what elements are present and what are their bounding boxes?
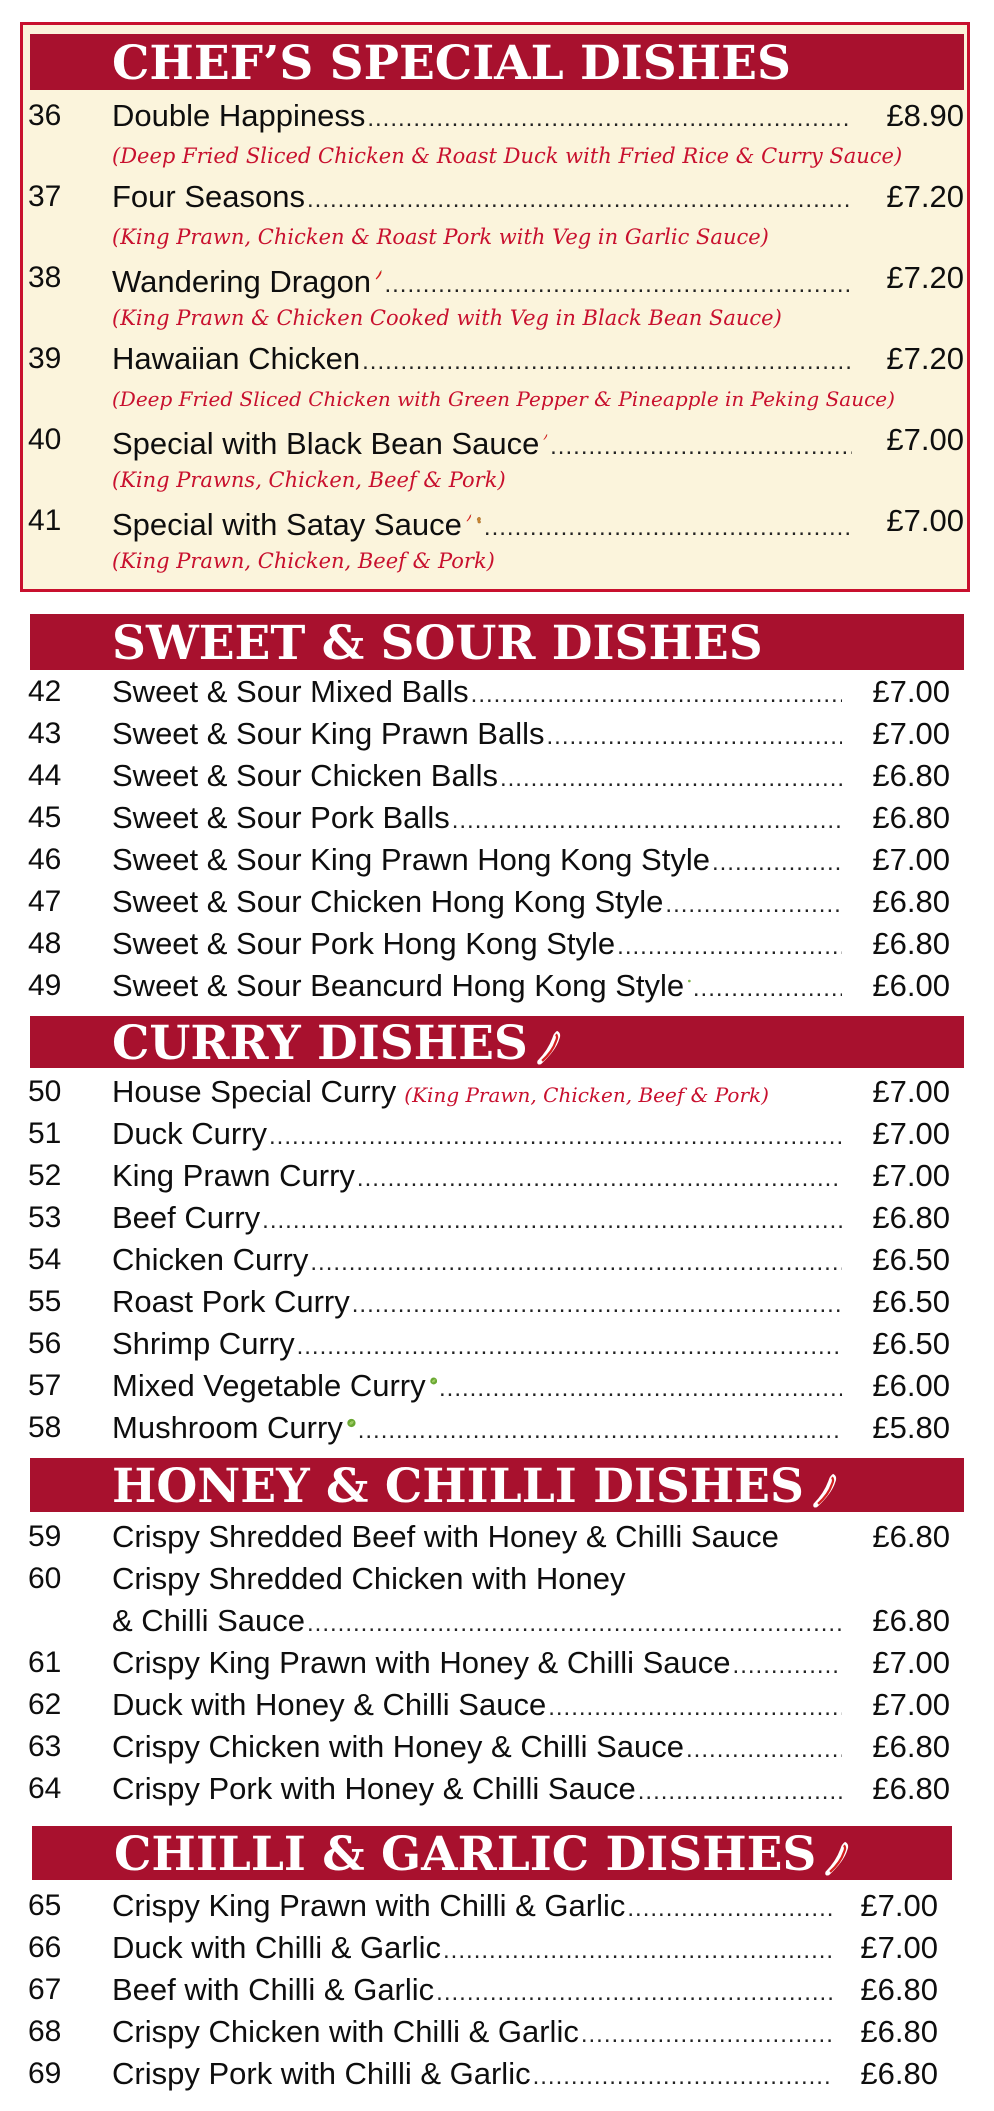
item-price: £6.80 <box>872 800 950 835</box>
menu-item <box>0 924 994 964</box>
item-number: 56 <box>28 1327 62 1360</box>
item-description: (Deep Fried Sliced Chicken with Green Pepper & Pineapple in Peking Sauce) <box>112 387 895 411</box>
leader-dots <box>367 99 852 139</box>
item-name: Sweet & Sour Beancurd Hong Kong Style <box>112 968 685 1003</box>
peanut-icon <box>476 505 482 535</box>
item-name: Crispy Shredded Chicken with Honey <box>112 1561 626 1596</box>
item-price: £6.80 <box>860 2056 938 2091</box>
menu-item <box>0 1685 994 1725</box>
menu-item-continued <box>0 1601 994 1641</box>
leader-dots <box>533 2057 832 2097</box>
menu-item <box>0 672 994 712</box>
honey-chilli-banner <box>30 1458 964 1512</box>
item-description: (King Prawn & Chicken Cooked with Veg in Black Bean Sauce) <box>112 306 782 330</box>
item-name: Mushroom Curry <box>112 1410 343 1445</box>
menu-item <box>0 501 994 541</box>
item-number: 48 <box>28 927 62 960</box>
item-number: 50 <box>28 1075 62 1108</box>
item-description: (King Prawn, Chicken, Beef & Pork) <box>112 549 495 573</box>
chilli-icon <box>375 258 382 292</box>
menu-item <box>0 1366 994 1406</box>
leader-dots <box>581 2015 832 2055</box>
item-price: £7.20 <box>886 260 964 295</box>
item-price: £6.80 <box>872 758 950 793</box>
menu-item <box>0 1517 994 1557</box>
item-name: Sweet & Sour Mixed Balls <box>112 674 469 709</box>
item-number: 60 <box>28 1562 62 1595</box>
leader-dots <box>484 508 852 548</box>
menu-item <box>0 1727 994 1767</box>
item-number: 63 <box>28 1730 62 1763</box>
item-price: £6.80 <box>860 1972 938 2007</box>
item-name: Sweet & Sour Chicken Hong Kong Style <box>112 884 664 919</box>
menu-item <box>0 339 994 379</box>
leader-dots <box>686 1730 842 1770</box>
item-number: 40 <box>28 423 62 456</box>
item-number: 59 <box>28 1520 62 1553</box>
menu-item <box>0 2012 994 2052</box>
item-number: 52 <box>28 1159 62 1192</box>
item-price: £7.00 <box>872 1158 950 1193</box>
item-name: Hawaiian Chicken <box>112 341 361 376</box>
item-price: £7.00 <box>860 1930 938 1965</box>
item-price: £6.80 <box>872 1729 950 1764</box>
item-name: Sweet & Sour Pork Balls <box>112 800 450 835</box>
menu-item <box>0 1559 994 1599</box>
section-title: SWEET & SOUR DISHES <box>112 616 763 671</box>
item-name-line-2: & Chilli Sauce <box>112 1603 305 1638</box>
item-price: £7.00 <box>872 1074 950 1109</box>
item-name: Crispy Shredded Beef with Honey & Chilli Sauce <box>112 1519 779 1554</box>
item-number: 61 <box>28 1646 62 1679</box>
item-name: Shrimp Curry <box>112 1326 295 1361</box>
item-price: £6.80 <box>872 1771 950 1806</box>
item-name: Sweet & Sour Pork Hong Kong Style <box>112 926 616 961</box>
item-number: 46 <box>28 843 62 876</box>
item-name: Double Happiness <box>112 98 366 133</box>
chilli-icon <box>543 420 548 454</box>
leader-dots <box>627 1889 832 1929</box>
menu-item <box>0 966 994 1006</box>
item-number: 41 <box>28 504 62 537</box>
item-name: Beef with Chilli & Garlic <box>112 1972 435 2007</box>
menu-item <box>0 420 994 460</box>
menu-item <box>0 1970 994 2010</box>
leader-dots <box>452 801 842 841</box>
item-price: £6.80 <box>872 884 950 919</box>
item-description: (King Prawn, Chicken, Beef & Pork) <box>404 1083 769 1107</box>
item-number: 69 <box>28 2057 62 2090</box>
item-number: 57 <box>28 1369 62 1402</box>
item-number: 67 <box>28 1973 62 2006</box>
menu-item <box>0 1928 994 1968</box>
item-price: £6.80 <box>872 926 950 961</box>
item-name: Duck with Honey & Chilli Sauce <box>112 1687 547 1722</box>
menu-item <box>0 756 994 796</box>
chilli-icon <box>466 501 472 535</box>
item-number: 43 <box>28 717 62 750</box>
item-name: Four Seasons <box>112 179 305 214</box>
leader-dots <box>548 1688 842 1728</box>
item-number: 45 <box>28 801 62 834</box>
menu-item <box>0 1282 994 1322</box>
item-price: £7.00 <box>860 1888 938 1923</box>
item-name: Crispy Pork with Chilli & Garlic <box>112 2056 531 2091</box>
vegetarian-leaf-icon <box>347 1408 356 1438</box>
menu-item <box>0 798 994 838</box>
menu-item <box>0 1408 994 1448</box>
item-number: 39 <box>28 342 62 375</box>
item-name: Crispy Chicken with Chilli & Garlic <box>112 2014 579 2049</box>
section-title: CHEF’S SPECIAL DISHES <box>112 36 791 91</box>
item-name: Chicken Curry <box>112 1242 309 1277</box>
item-number: 36 <box>28 99 62 132</box>
leader-dots <box>362 342 852 382</box>
item-description: (King Prawns, Chicken, Beef & Pork) <box>112 468 506 492</box>
leader-dots <box>693 969 842 1009</box>
item-name: Crispy King Prawn with Honey & Chilli Sauce <box>112 1645 731 1680</box>
section-title: HONEY & CHILLI DISHES <box>112 1461 840 1513</box>
chilli-icon <box>810 1469 840 1511</box>
leader-dots <box>262 1201 842 1241</box>
item-price: £6.80 <box>872 1200 950 1235</box>
sweet-sour-banner <box>30 614 964 670</box>
menu-item <box>0 1240 994 1280</box>
menu-item <box>0 1156 994 1196</box>
leader-dots <box>439 1369 842 1409</box>
chilli-icon <box>534 1026 564 1068</box>
item-number: 49 <box>28 969 62 1002</box>
leader-dots <box>471 675 842 715</box>
leader-dots <box>307 1604 842 1644</box>
menu-item <box>0 177 994 217</box>
leader-dots <box>443 1931 832 1971</box>
menu-item <box>0 96 994 136</box>
leader-dots <box>665 885 842 925</box>
item-name: Special with Satay Sauce <box>112 507 462 542</box>
item-price: £5.80 <box>872 1410 950 1445</box>
item-name: Sweet & Sour King Prawn Hong Kong Style <box>112 842 710 877</box>
item-number: 68 <box>28 2015 62 2048</box>
item-name: Beef Curry <box>112 1200 261 1235</box>
item-name: Duck with Chilli & Garlic <box>112 1930 442 1965</box>
item-name: King Prawn Curry <box>112 1158 355 1193</box>
chilli-garlic-banner <box>32 1826 952 1880</box>
item-number: 37 <box>28 180 62 213</box>
item-price: £7.00 <box>886 503 964 538</box>
item-name: House Special Curry <box>112 1074 397 1109</box>
item-number: 66 <box>28 1931 62 1964</box>
menu-item <box>0 1324 994 1364</box>
item-price: £6.00 <box>872 1368 950 1403</box>
item-price: £6.80 <box>860 2014 938 2049</box>
item-number: 55 <box>28 1285 62 1318</box>
item-price: £7.00 <box>872 1116 950 1151</box>
item-name: Crispy King Prawn with Chilli & Garlic <box>112 1888 626 1923</box>
item-name: Sweet & Sour King Prawn Balls <box>112 716 545 751</box>
leader-dots <box>712 843 842 883</box>
item-name: Mixed Vegetable Curry <box>112 1368 426 1403</box>
item-price: £7.00 <box>872 716 950 751</box>
item-price: £7.20 <box>886 179 964 214</box>
menu-item <box>0 1198 994 1238</box>
leader-dots <box>500 759 842 799</box>
item-name: Crispy Chicken with Honey & Chilli Sauce <box>112 1729 685 1764</box>
menu-item <box>0 1769 994 1809</box>
item-description: (Deep Fried Sliced Chicken & Roast Duck with Fried Rice & Curry Sauce) <box>112 144 903 168</box>
vegetarian-leaf-icon <box>430 1366 437 1396</box>
leader-dots <box>550 427 852 467</box>
menu-item <box>0 882 994 922</box>
section-title: CURRY DISHES <box>112 1018 564 1070</box>
menu-item <box>0 840 994 880</box>
item-number: 42 <box>28 675 62 708</box>
item-name: Wandering Dragon <box>112 264 372 299</box>
leader-dots <box>310 1243 842 1283</box>
leader-dots <box>617 927 842 967</box>
leader-dots <box>307 180 852 220</box>
item-price: £7.00 <box>886 422 964 457</box>
item-price: £6.80 <box>872 1603 950 1638</box>
leader-dots <box>352 1285 842 1325</box>
item-description: (King Prawn, Chicken & Roast Pork with Veg in Garlic Sauce) <box>112 225 769 249</box>
leader-dots <box>733 1646 842 1686</box>
menu-item <box>0 714 994 754</box>
item-number: 58 <box>28 1411 62 1444</box>
item-name: Crispy Pork with Honey & Chilli Sauce <box>112 1771 636 1806</box>
curry-banner <box>30 1016 964 1071</box>
section-title: CHILLI & GARLIC DISHES <box>114 1829 852 1881</box>
item-number: 53 <box>28 1201 62 1234</box>
item-price: £6.00 <box>872 968 950 1003</box>
menu-item <box>0 1114 994 1154</box>
item-number: 44 <box>28 759 62 792</box>
leader-dots <box>358 1411 842 1451</box>
menu-item <box>0 258 994 298</box>
item-number: 64 <box>28 1772 62 1805</box>
menu-item <box>0 1886 994 1926</box>
menu-item <box>0 1072 994 1112</box>
item-name: Sweet & Sour Chicken Balls <box>112 758 498 793</box>
item-price: £6.50 <box>872 1326 950 1361</box>
leader-dots <box>269 1117 842 1157</box>
item-price: £6.80 <box>872 1519 950 1554</box>
item-price: £7.00 <box>872 674 950 709</box>
chilli-icon <box>822 1837 852 1879</box>
item-number: 38 <box>28 261 62 294</box>
item-price: £6.50 <box>872 1242 950 1277</box>
vegetarian-leaf-icon <box>688 966 691 996</box>
leader-dots <box>436 1973 832 2013</box>
item-price: £6.50 <box>872 1284 950 1319</box>
item-name: Special with Black Bean Sauce <box>112 426 540 461</box>
leader-dots <box>384 265 852 305</box>
item-name: Duck Curry <box>112 1116 268 1151</box>
item-price: £7.00 <box>872 1687 950 1722</box>
leader-dots <box>638 1772 842 1812</box>
item-price: £7.00 <box>872 842 950 877</box>
item-number: 47 <box>28 885 62 918</box>
leader-dots <box>547 717 843 757</box>
item-price: £7.00 <box>872 1645 950 1680</box>
leader-dots <box>297 1327 842 1367</box>
item-price: £7.20 <box>886 341 964 376</box>
menu-item <box>0 2054 994 2094</box>
chefs-special-banner <box>30 34 964 90</box>
item-price: £8.90 <box>886 98 964 133</box>
item-name: Roast Pork Curry <box>112 1284 350 1319</box>
item-number: 54 <box>28 1243 62 1276</box>
item-number: 62 <box>28 1688 62 1721</box>
item-number: 51 <box>28 1117 62 1150</box>
leader-dots <box>357 1159 842 1199</box>
menu-item <box>0 1643 994 1683</box>
item-number: 65 <box>28 1889 62 1922</box>
